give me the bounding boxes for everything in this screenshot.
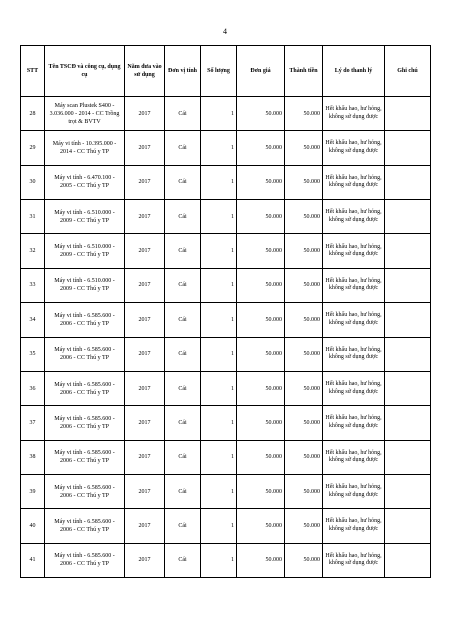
cell-year: 2017	[125, 440, 165, 474]
cell-quantity: 1	[201, 406, 237, 440]
cell-year: 2017	[125, 131, 165, 165]
cell-unit-price: 50.000	[237, 268, 285, 302]
cell-total: 50.000	[285, 543, 323, 577]
cell-reason: Hết khấu hao, hư hỏng, không sử dụng được	[323, 165, 385, 199]
cell-note	[385, 234, 431, 268]
cell-reason: Hết khấu hao, hư hỏng, không sử dụng được	[323, 200, 385, 234]
cell-unit-price: 50.000	[237, 474, 285, 508]
cell-reason: Hết khấu hao, hư hỏng, không sử dụng được	[323, 509, 385, 543]
cell-note	[385, 406, 431, 440]
header-total: Thành tiền	[285, 46, 323, 97]
cell-stt: 41	[21, 543, 45, 577]
cell-reason: Hết khấu hao, hư hỏng, không sử dụng được	[323, 234, 385, 268]
cell-quantity: 1	[201, 165, 237, 199]
cell-asset-name: Máy vi tính - 10.395.000 - 2014 - CC Thú y TP	[45, 131, 125, 165]
cell-total: 50.000	[285, 474, 323, 508]
header-note: Ghi chú	[385, 46, 431, 97]
cell-note	[385, 509, 431, 543]
cell-asset-name: Máy vi tính - 6.585.600 - 2006 - CC Thú y TP	[45, 406, 125, 440]
cell-year: 2017	[125, 543, 165, 577]
cell-unit-price: 50.000	[237, 303, 285, 337]
cell-unit: Cái	[165, 268, 201, 302]
page-number: 4	[223, 27, 227, 36]
cell-unit-price: 50.000	[237, 165, 285, 199]
header-stt: STT	[21, 46, 45, 97]
cell-unit: Cái	[165, 371, 201, 405]
cell-note	[385, 303, 431, 337]
cell-quantity: 1	[201, 131, 237, 165]
cell-quantity: 1	[201, 303, 237, 337]
cell-note	[385, 165, 431, 199]
cell-asset-name: Máy vi tính - 6.585.600 - 2006 - CC Thú y TP	[45, 371, 125, 405]
header-row	[21, 46, 431, 97]
cell-stt: 32	[21, 234, 45, 268]
table-row	[21, 406, 431, 440]
table-row	[21, 337, 431, 371]
cell-year: 2017	[125, 165, 165, 199]
cell-note	[385, 543, 431, 577]
cell-reason: Hết khấu hao, hư hỏng, không sử dụng được	[323, 337, 385, 371]
cell-year: 2017	[125, 406, 165, 440]
cell-quantity: 1	[201, 474, 237, 508]
cell-unit: Cái	[165, 543, 201, 577]
cell-note	[385, 474, 431, 508]
cell-note	[385, 337, 431, 371]
cell-total: 50.000	[285, 268, 323, 302]
table-row	[21, 474, 431, 508]
table-row	[21, 97, 431, 131]
cell-unit: Cái	[165, 234, 201, 268]
cell-unit: Cái	[165, 440, 201, 474]
cell-total: 50.000	[285, 234, 323, 268]
cell-note	[385, 131, 431, 165]
cell-total: 50.000	[285, 337, 323, 371]
cell-asset-name: Máy scan Plustek S400 - 3.036.000 - 2014 - CC Trồng trọt & BVTV	[45, 97, 125, 131]
cell-note	[385, 371, 431, 405]
header-unit: Đơn vị tính	[165, 46, 201, 97]
cell-total: 50.000	[285, 440, 323, 474]
cell-unit-price: 50.000	[237, 234, 285, 268]
table-row	[21, 165, 431, 199]
cell-unit: Cái	[165, 165, 201, 199]
header-year: Năm đưa vào sử dụng	[125, 46, 165, 97]
cell-quantity: 1	[201, 509, 237, 543]
cell-asset-name: Máy vi tính - 6.585.600 - 2006 - CC Thú y TP	[45, 440, 125, 474]
cell-asset-name: Máy vi tính - 6.510.000 - 2009 - CC Thú y TP	[45, 268, 125, 302]
table-header	[21, 46, 431, 97]
cell-unit-price: 50.000	[237, 440, 285, 474]
cell-total: 50.000	[285, 371, 323, 405]
table-row	[21, 303, 431, 337]
cell-stt: 35	[21, 337, 45, 371]
cell-unit: Cái	[165, 303, 201, 337]
cell-unit-price: 50.000	[237, 200, 285, 234]
cell-note	[385, 440, 431, 474]
cell-year: 2017	[125, 371, 165, 405]
header-asset-name: Tên TSCĐ và công cụ, dụng cụ	[45, 46, 125, 97]
table-row	[21, 440, 431, 474]
cell-year: 2017	[125, 337, 165, 371]
cell-stt: 38	[21, 440, 45, 474]
table-row	[21, 371, 431, 405]
cell-year: 2017	[125, 97, 165, 131]
cell-total: 50.000	[285, 131, 323, 165]
cell-year: 2017	[125, 509, 165, 543]
cell-unit-price: 50.000	[237, 371, 285, 405]
cell-total: 50.000	[285, 97, 323, 131]
cell-unit-price: 50.000	[237, 509, 285, 543]
cell-year: 2017	[125, 268, 165, 302]
cell-stt: 30	[21, 165, 45, 199]
cell-unit: Cái	[165, 131, 201, 165]
cell-unit: Cái	[165, 337, 201, 371]
cell-reason: Hết khấu hao, hư hỏng, không sử dụng được	[323, 406, 385, 440]
cell-quantity: 1	[201, 268, 237, 302]
cell-reason: Hết khấu hao, hư hỏng, không sử dụng được	[323, 440, 385, 474]
cell-total: 50.000	[285, 200, 323, 234]
cell-stt: 29	[21, 131, 45, 165]
cell-unit-price: 50.000	[237, 337, 285, 371]
cell-asset-name: Máy vi tính - 6.510.000 - 2009 - CC Thú y TP	[45, 234, 125, 268]
cell-unit: Cái	[165, 97, 201, 131]
cell-asset-name: Máy vi tính - 6.585.600 - 2006 - CC Thú y TP	[45, 543, 125, 577]
cell-reason: Hết khấu hao, hư hỏng, không sử dụng được	[323, 97, 385, 131]
cell-quantity: 1	[201, 337, 237, 371]
cell-unit-price: 50.000	[237, 406, 285, 440]
cell-stt: 28	[21, 97, 45, 131]
cell-stt: 33	[21, 268, 45, 302]
header-reason: Lý do thanh lý	[323, 46, 385, 97]
table-row	[21, 268, 431, 302]
cell-note	[385, 200, 431, 234]
cell-reason: Hết khấu hao, hư hỏng, không sử dụng được	[323, 474, 385, 508]
cell-quantity: 1	[201, 200, 237, 234]
cell-unit: Cái	[165, 509, 201, 543]
cell-asset-name: Máy vi tính - 6.585.600 - 2006 - CC Thú y TP	[45, 337, 125, 371]
cell-asset-name: Máy vi tính - 6.510.000 - 2009 - CC Thú y TP	[45, 200, 125, 234]
cell-year: 2017	[125, 200, 165, 234]
cell-note	[385, 97, 431, 131]
cell-total: 50.000	[285, 406, 323, 440]
cell-unit: Cái	[165, 406, 201, 440]
cell-unit-price: 50.000	[237, 97, 285, 131]
cell-stt: 39	[21, 474, 45, 508]
header-quantity: Số lượng	[201, 46, 237, 97]
cell-reason: Hết khấu hao, hư hỏng, không sử dụng được	[323, 543, 385, 577]
cell-unit-price: 50.000	[237, 543, 285, 577]
cell-unit-price: 50.000	[237, 131, 285, 165]
cell-quantity: 1	[201, 234, 237, 268]
table-row	[21, 543, 431, 577]
table-row	[21, 131, 431, 165]
cell-asset-name: Máy vi tính - 6.470.100 - 2005 - CC Thú y TP	[45, 165, 125, 199]
cell-asset-name: Máy vi tính - 6.585.600 - 2006 - CC Thú y TP	[45, 509, 125, 543]
cell-stt: 34	[21, 303, 45, 337]
table-body	[21, 97, 431, 578]
cell-stt: 36	[21, 371, 45, 405]
cell-year: 2017	[125, 303, 165, 337]
cell-quantity: 1	[201, 440, 237, 474]
header-unit-price: Đơn giá	[237, 46, 285, 97]
cell-reason: Hết khấu hao, hư hỏng, không sử dụng được	[323, 303, 385, 337]
cell-asset-name: Máy vi tính - 6.585.600 - 2006 - CC Thú y TP	[45, 303, 125, 337]
cell-reason: Hết khấu hao, hư hỏng, không sử dụng được	[323, 131, 385, 165]
cell-stt: 31	[21, 200, 45, 234]
cell-quantity: 1	[201, 97, 237, 131]
cell-total: 50.000	[285, 165, 323, 199]
cell-year: 2017	[125, 474, 165, 508]
table-row	[21, 509, 431, 543]
cell-quantity: 1	[201, 371, 237, 405]
cell-stt: 40	[21, 509, 45, 543]
cell-quantity: 1	[201, 543, 237, 577]
cell-stt: 37	[21, 406, 45, 440]
asset-disposal-table	[20, 45, 431, 578]
table-row	[21, 200, 431, 234]
cell-reason: Hết khấu hao, hư hỏng, không sử dụng được	[323, 268, 385, 302]
cell-unit: Cái	[165, 200, 201, 234]
table-row	[21, 234, 431, 268]
cell-unit: Cái	[165, 474, 201, 508]
cell-reason: Hết khấu hao, hư hỏng, không sử dụng được	[323, 371, 385, 405]
cell-total: 50.000	[285, 303, 323, 337]
cell-asset-name: Máy vi tính - 6.585.600 - 2006 - CC Thú y TP	[45, 474, 125, 508]
cell-note	[385, 268, 431, 302]
cell-total: 50.000	[285, 509, 323, 543]
cell-year: 2017	[125, 234, 165, 268]
